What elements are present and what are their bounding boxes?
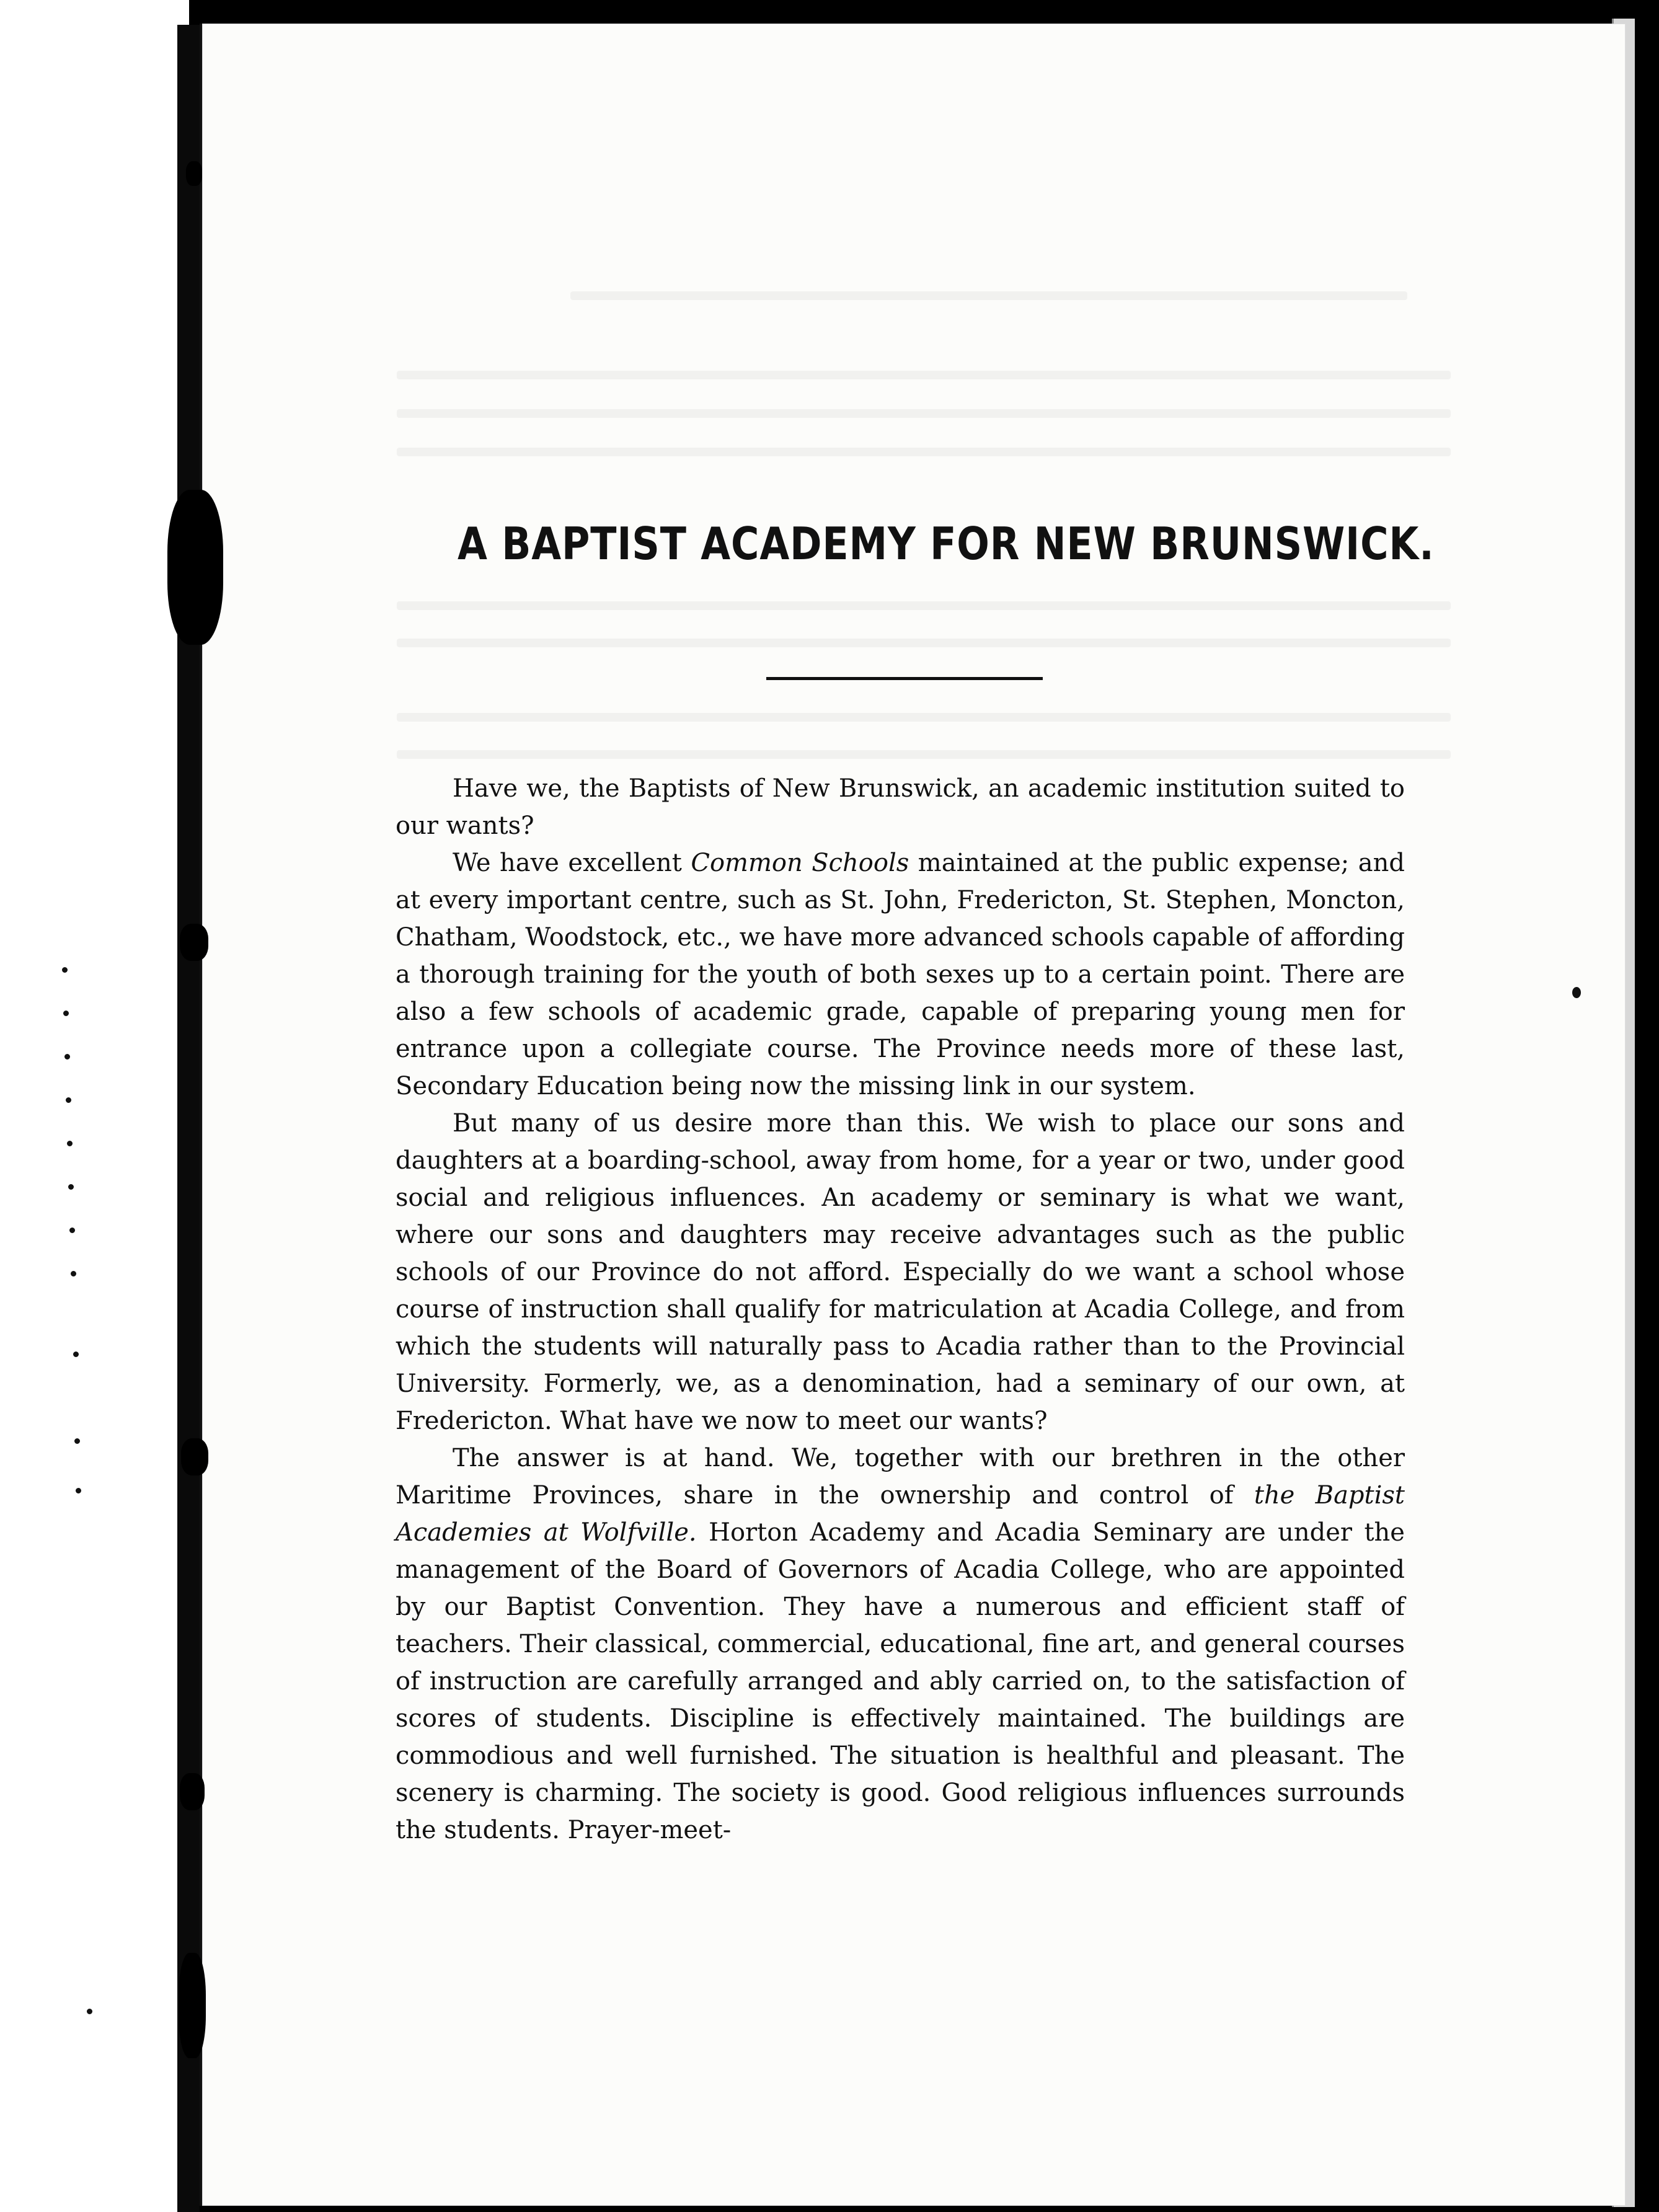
binding-tear xyxy=(186,161,202,186)
bleed-through-line xyxy=(397,409,1451,418)
paragraph-text: The answer is at hand. We, together with our brethren in the other Maritime Provinces, share in the ownership and control of xyxy=(396,1444,1405,1510)
binding-tear xyxy=(181,1438,208,1475)
stitch-dot xyxy=(73,1352,79,1357)
document-title: A BAPTIST ACADEMY FOR NEW BRUNSWICK. xyxy=(458,518,1435,570)
stitch-dot xyxy=(68,1184,74,1190)
stitch-dot xyxy=(66,1097,71,1103)
book-spine-edge xyxy=(177,25,200,2212)
paragraph-text: We have excellent xyxy=(453,849,691,877)
paragraph-text: But many of us desire more than this. We wish to place our sons and daughters at a boarding-school, away from home, for a year or two, under good social and religious influences. An academy or seminary is what we want, where our sons and daughters may receive advantages such as the public schools of our Province do not afford. Especially do we want a school whose course of instruction shall qualify for matriculation at Acadia College, and from which the students will naturally pass to Acadia rather than to the Provincial University. Formerly, we, as a denomination, had a seminary of our own, at Fredericton. What have we now to meet our wants? xyxy=(396,1109,1405,1435)
binding-tear xyxy=(180,924,208,961)
paragraph-text: Have we, the Baptists of New Brunswick, an academic institution suited to our wants? xyxy=(396,774,1405,840)
stitch-dot xyxy=(62,967,68,973)
left-margin-strip xyxy=(0,0,189,2212)
bleed-through-line xyxy=(397,713,1451,722)
bleed-through-line xyxy=(397,448,1451,456)
bleed-through-line xyxy=(397,371,1451,379)
title-rule xyxy=(766,677,1043,680)
italic-text: Common Schools xyxy=(691,849,909,877)
stitch-dot xyxy=(71,1271,76,1276)
binding-tear xyxy=(180,1773,205,1810)
paragraph xyxy=(396,1105,1405,1440)
bleed-through-line xyxy=(397,750,1451,759)
stitch-dot xyxy=(74,1438,80,1444)
paragraph xyxy=(396,844,1405,1105)
italic-text: the Baptist Academies at Wolfville. xyxy=(396,1481,1405,1547)
stitch-dot xyxy=(64,1054,70,1060)
stitch-dot xyxy=(67,1141,73,1146)
stitch-dot xyxy=(69,1228,75,1233)
stitch-dot xyxy=(87,2009,92,2014)
paragraph-text: Horton Academy and Acadia Seminary are under the management of the Board of Governors of Acadia College, who are appointed by our Baptist Convention. They have a numerous and efficient staff of teachers. Their classical, commercial, educational, fine art, and general courses of instruction are carefully arranged and ably carried on, to the satisfaction of scores of students. Discipline is effectively maintained. The buildings are commodious and well furnished. The situation is healthful and pleasant. The scenery is charming. The society is good. Good religious influences surrounds the students. Prayer-meet- xyxy=(396,1518,1405,1844)
binding-tear xyxy=(167,490,223,645)
bleed-through-line xyxy=(397,601,1451,610)
ink-speck xyxy=(1572,987,1581,998)
binding-tear xyxy=(179,1953,206,2058)
bleed-through-line xyxy=(397,639,1451,647)
scan-top-border xyxy=(0,0,1659,25)
paragraph xyxy=(396,770,1405,844)
stitch-dot xyxy=(76,1488,81,1493)
stitch-dot xyxy=(63,1011,69,1016)
body-text xyxy=(396,770,1405,1849)
bleed-through-line xyxy=(570,291,1407,300)
paragraph xyxy=(396,1440,1405,1849)
paragraph-text: maintained at the public expense; and at every important centre, such as St. John, Fredericton, St. Stephen, Moncton, Chatham, Woodstock, etc., we have more advanced schools capable of affording a thorough training for the youth of both sexes up to a certain point. There are also a few schools of academic grade, capable of preparing young men for entrance upon a collegiate course. The Province needs more of these last, Secondary Education being now the missing link in our system. xyxy=(396,849,1405,1100)
